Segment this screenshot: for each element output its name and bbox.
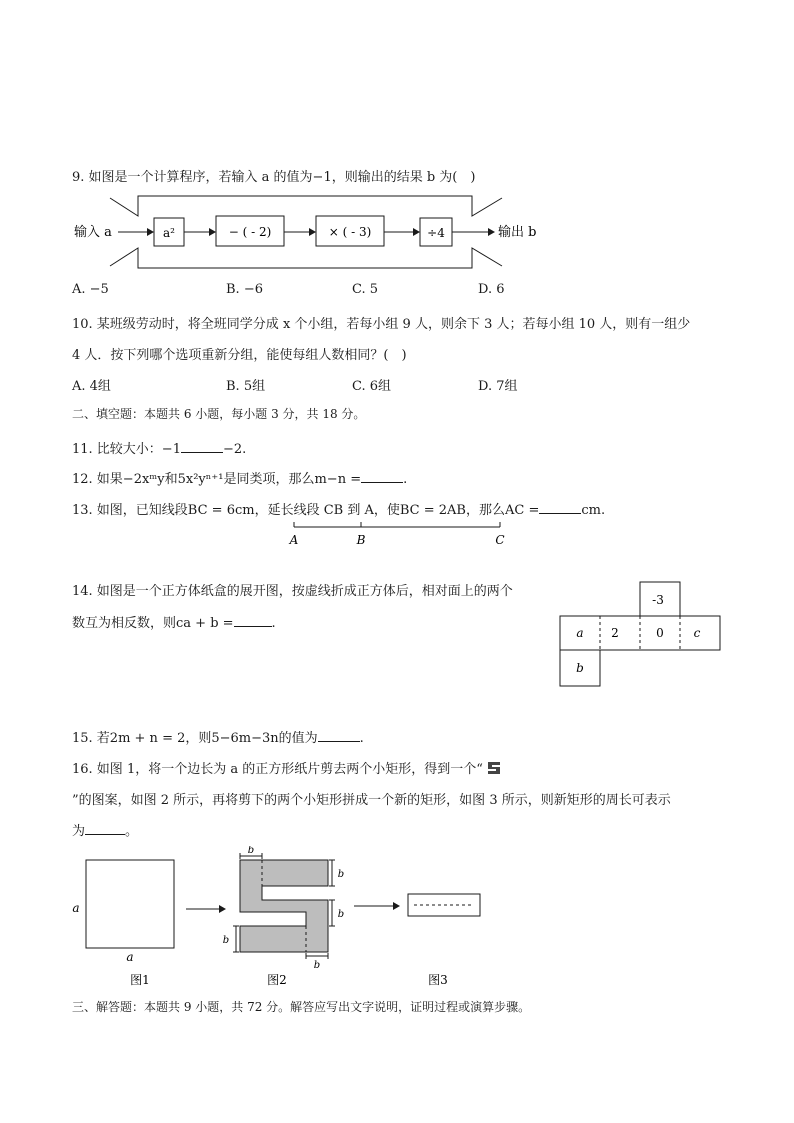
section-2-header: 二、填空题：本题共 6 小题，每小题 3 分，共 18 分。 [72,407,366,421]
q9-option-c: C. 5 [352,282,379,297]
q16-line1: 16. 如图 1，将一个边长为 a 的正方形纸片剪去两个小矩形，得到一个“ [72,762,483,777]
fig2-dim-right-top: b [337,869,345,880]
q12-text: 12. 如果−2xᵐy和5x²yⁿ⁺¹是同类项，那么m−n = [72,472,362,487]
q9-options [72,282,532,300]
q16-figures [66,846,496,990]
q9-option-b: B. −6 [226,282,263,297]
q10-line2: 4 人．按下列哪个选项重新分组，能使每组人数相同？( ) [72,348,407,363]
q14-blank[interactable] [234,614,272,627]
q10-options [72,375,532,393]
q14-cube-net [558,580,724,690]
q12 [72,468,407,487]
q13-blank[interactable] [539,501,581,514]
q13-end: cm. [581,503,606,518]
q10-option-b: B. 5组 [226,379,266,394]
fig1-side-left: a [72,901,80,915]
q15 [72,727,364,746]
q12-blank[interactable] [361,470,403,483]
q13-point-c: C [495,533,505,547]
q14-end: . [271,616,276,631]
q16-line2: ”的图案，如图 2 所示，再将剪下的两个小矩形拼成一个新的矩形，如图 3 所示，则新矩形的周长可表示 [72,793,671,808]
q13-point-a: A [289,533,299,547]
section-3-header: 三、解答题：本题共 9 小题，共 72 分。解答应写出文字说明，证明过程或演算步骤。 [72,1000,531,1014]
fig1-side-bottom: a [126,950,134,964]
q14-line1: 14. 如图是一个正方体纸盒的展开图，按虚线折成正方体后，相对面上的两个 [72,584,513,599]
q9-box-times: × ( - 3) [328,225,372,239]
q15-text: 15. 若2m + n = 2，则5−6m−3n的值为 [72,731,318,746]
q16-line3: 为 [72,824,86,839]
fig1-caption: 图1 [130,973,150,987]
fig2-caption: 图2 [267,973,287,987]
q13-segment-figure [280,518,520,550]
q14-cell-0: 0 [656,626,664,640]
q10-option-a: A. 4组 [72,379,111,394]
q11-text: 11. 比较大小：−1 [72,442,181,457]
q14-cell-2: 2 [611,626,619,640]
q12-end: . [403,472,408,487]
q9-flowchart [70,192,550,272]
q9-option-d: D. 6 [478,282,505,297]
q9-box-divide: ÷4 [427,226,445,240]
q15-end: . [359,731,364,746]
q9-box-minus: − ( - 2) [228,225,272,239]
q16-blank[interactable] [85,822,125,835]
q9-box-square: a² [163,226,175,240]
q10-option-c: C. 6组 [352,379,392,394]
q15-blank[interactable] [318,729,360,742]
q13 [72,499,605,518]
fig2-dim-right-mid: b [337,909,345,920]
q9-output-label: 输出 b [498,225,537,240]
q14-line2: 数互为相反数，则ca + b = [72,616,234,631]
q16-line1-wrap [72,758,501,777]
q11-blank[interactable] [181,440,223,453]
q16-line3-wrap [72,820,138,839]
fig2-dim-bottom: b [313,960,321,971]
q9-text: 9. 如图是一个计算程序，若输入 a 的值为−1，则输出的结果 b 为( ) [72,170,476,185]
q16-end: 。 [125,824,139,839]
q14-cell-a: a [576,626,584,640]
q14-cell-c: c [693,626,701,640]
fig3-caption: 图3 [428,973,448,987]
q14-cell-top: -3 [652,593,664,607]
q13-text: 13. 如图，已知线段BC = 6cm，延长线段 CB 到 A，使BC = 2AB，那么AC = [72,503,540,518]
q10-option-d: D. 7组 [478,379,518,394]
fig2-dim-left: b [222,935,230,946]
q9-option-a: A. −5 [72,282,109,297]
fig2-dim-top: b [247,846,255,856]
q9-input-label: 输入 a [74,225,112,240]
q14-cell-b: b [576,661,584,675]
q10-line1: 10. 某班级劳动时，将全班同学分成 x 个小组，若每小组 9 人，则余下 3 人；若每小组 10 人，则有一组少 [72,317,691,332]
q11 [72,438,246,457]
q13-point-b: B [356,533,366,547]
q11-after: −2. [222,442,247,457]
q14-line2-wrap [72,612,276,631]
s-shape-icon [487,761,501,775]
